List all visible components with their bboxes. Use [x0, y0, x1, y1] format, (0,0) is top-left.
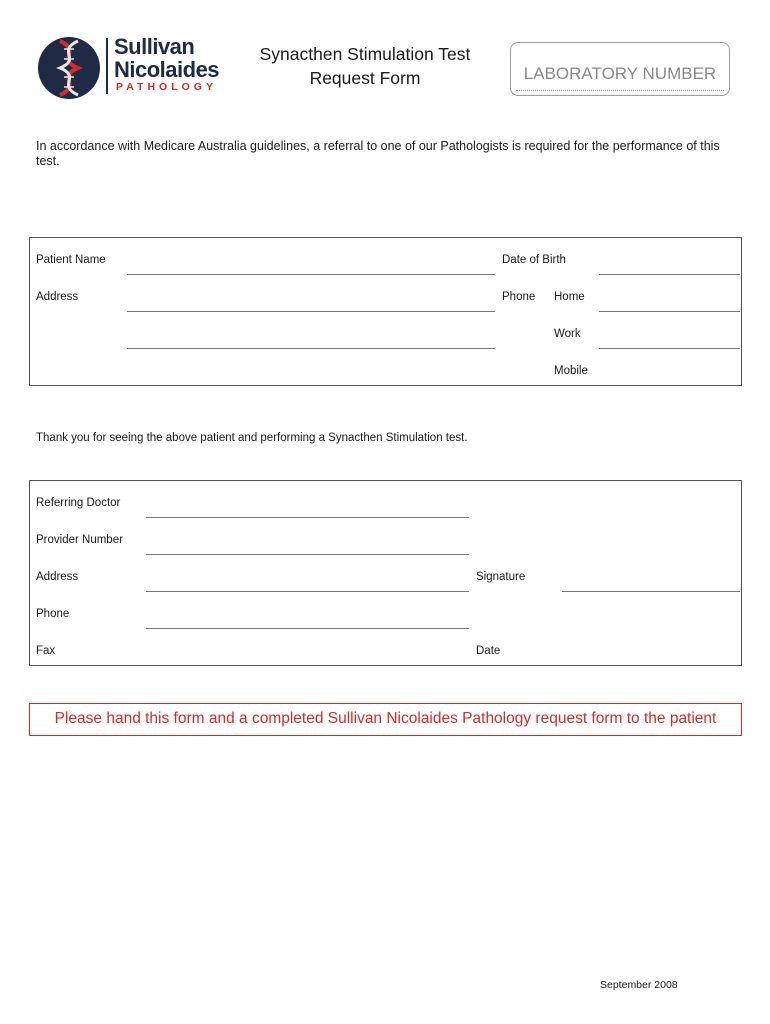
- provider-number-field[interactable]: [146, 554, 469, 555]
- patient-phone-label: Phone: [502, 291, 536, 303]
- patient-name-field[interactable]: [127, 274, 495, 275]
- signature-label: Signature: [476, 571, 526, 583]
- referring-doctor-label: Referring Doctor: [36, 497, 121, 509]
- patient-address-label: Address: [36, 291, 79, 303]
- logo-text-sullivan: Sullivan: [114, 34, 195, 59]
- logo-divider: [106, 38, 108, 94]
- notice-text: Please hand this form and a completed Sullivan Nicolaides Pathology request form to the patient: [54, 710, 717, 727]
- doctor-phone-label: Phone: [36, 608, 70, 620]
- patient-address-field-1[interactable]: [127, 311, 495, 312]
- fax-label: Fax: [36, 645, 56, 657]
- logo-text-pathology: PATHOLOGY: [116, 81, 217, 93]
- phone-home-field[interactable]: [599, 311, 740, 312]
- doctor-address-label: Address: [36, 571, 79, 583]
- provider-number-label: Provider Number: [36, 534, 123, 546]
- dob-label: Date of Birth: [502, 254, 566, 266]
- intro-paragraph: In accordance with Medicare Australia guidelines, a referral to one of our Pathologists is required for the performance of this test.: [36, 139, 720, 168]
- form-subtitle: Request Form: [309, 68, 421, 88]
- thanks-text: Thank you for seeing the above patient and performing a Synacthen Stimulation test.: [36, 432, 468, 444]
- laboratory-number-label: LABORATORY NUMBER: [523, 64, 717, 83]
- doctor-phone-field[interactable]: [146, 628, 469, 629]
- phone-home-label: Home: [554, 291, 585, 303]
- phone-work-field[interactable]: [599, 348, 740, 349]
- laboratory-number-line: [516, 90, 724, 91]
- signature-field[interactable]: [562, 591, 740, 592]
- footer-date: September 2008: [600, 979, 678, 991]
- phone-work-label: Work: [554, 328, 581, 340]
- patient-name-label: Patient Name: [36, 254, 106, 266]
- dna-helix-icon: [38, 37, 100, 99]
- logo-mark: [38, 37, 100, 99]
- date-label: Date: [476, 645, 501, 657]
- phone-mobile-label: Mobile: [554, 365, 588, 377]
- logo-text-nicolaides: Nicolaides: [114, 57, 220, 82]
- referring-doctor-field[interactable]: [146, 517, 469, 518]
- dob-field[interactable]: [599, 274, 740, 275]
- form-title: Synacthen Stimulation Test: [259, 44, 471, 64]
- doctor-details-box: [29, 480, 742, 666]
- patient-address-field-2[interactable]: [127, 348, 495, 349]
- doctor-address-field[interactable]: [146, 591, 469, 592]
